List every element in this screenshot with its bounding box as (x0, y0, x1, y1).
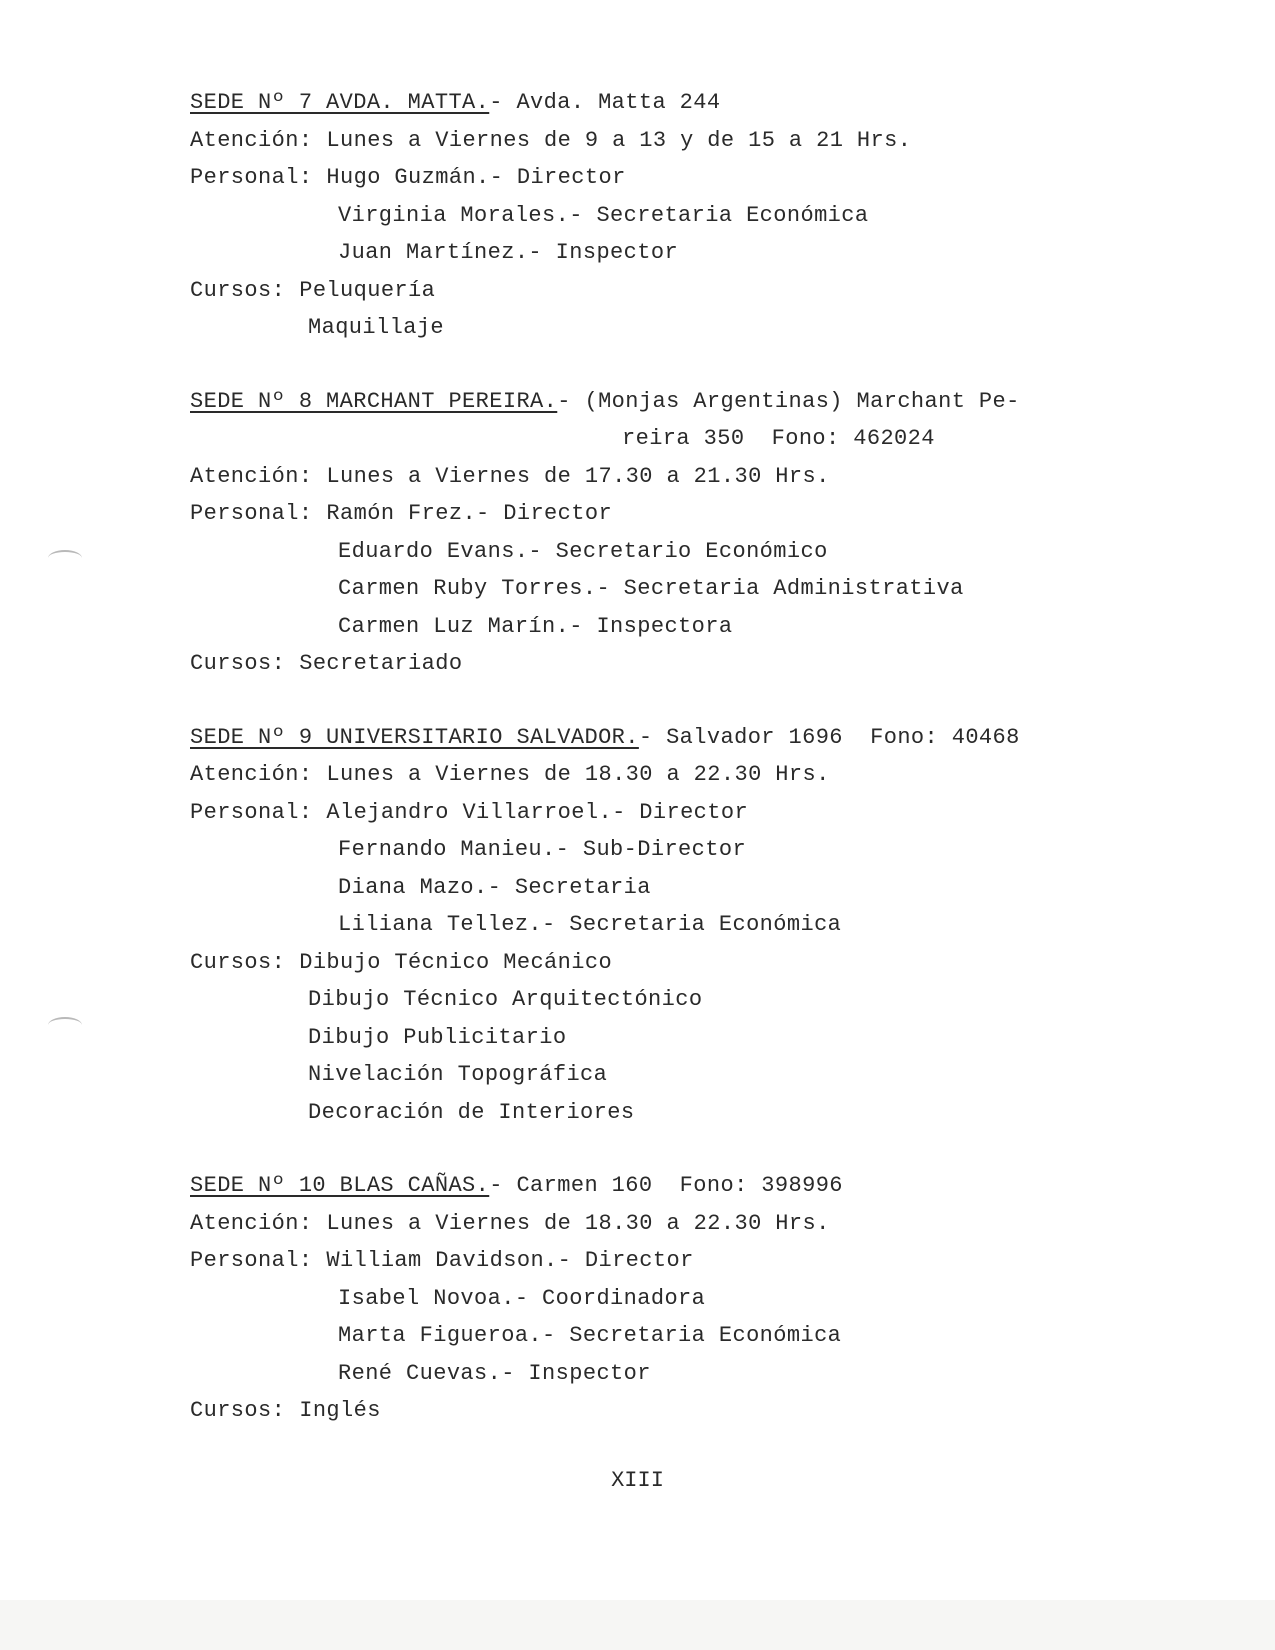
sede-address: - Salvador 1696 Fono: 40468 (638, 724, 1020, 750)
staff-line (190, 608, 1020, 646)
staff-label: Personal: (190, 501, 313, 526)
staff-line (190, 533, 1020, 571)
section-gap (190, 347, 1020, 383)
staff-member: Liliana Tellez.- Secretaria Económica (338, 912, 842, 937)
attention-label: Atención: (190, 762, 313, 787)
course-line (190, 1019, 1020, 1057)
sede-block (190, 84, 1020, 347)
attention-label: Atención: (190, 1210, 313, 1236)
section-gap (190, 683, 1020, 719)
attention-hours: Lunes a Viernes de 17.30 a 21.30 Hrs. (326, 463, 830, 489)
attention-hours: Lunes a Viernes de 18.30 a 22.30 Hrs. (326, 762, 830, 787)
course-item: Maquillaje (308, 315, 445, 340)
sede-heading-line (190, 719, 1020, 757)
staff-member: Ramón Frez.- Director (326, 501, 613, 526)
staff-line (190, 1317, 1020, 1355)
staff-label: Personal: (190, 165, 313, 190)
course-item: Dibujo Técnico Arquitectónico (308, 987, 703, 1012)
course-line (190, 1056, 1020, 1094)
sede-heading: SEDE Nº 9 UNIVERSITARIO SALVADOR. (190, 724, 639, 750)
staff-member: Juan Martínez.- Inspector (338, 240, 679, 265)
staff-member: Marta Figueroa.- Secretaria Económica (338, 1323, 842, 1348)
attention-hours: Lunes a Viernes de 9 a 13 y de 15 a 21 Hrs. (326, 127, 912, 153)
course-line (190, 272, 1020, 310)
section-gap (190, 1131, 1020, 1167)
course-item: Peluquería (299, 277, 436, 303)
staff-line (190, 234, 1020, 272)
staff-member: Hugo Guzmán.- Director (326, 165, 626, 190)
punch-hole-mark (48, 550, 82, 566)
staff-line (190, 831, 1020, 869)
attention-line (190, 458, 1020, 496)
staff-line (190, 906, 1020, 944)
attention-hours: Lunes a Viernes de 18.30 a 22.30 Hrs. (326, 1210, 830, 1236)
staff-member: Carmen Ruby Torres.- Secretaria Administrativa (338, 576, 964, 601)
sede-heading: SEDE Nº 8 MARCHANT PEREIRA. (190, 388, 558, 414)
sede-heading-line (190, 84, 1020, 122)
staff-line (190, 1242, 1020, 1280)
staff-member: William Davidson.- Director (326, 1248, 694, 1273)
staff-line (190, 869, 1020, 907)
staff-line (190, 197, 1020, 235)
course-item: Secretariado (299, 651, 463, 676)
staff-member: Eduardo Evans.- Secretario Económico (338, 538, 828, 564)
staff-line (190, 1355, 1020, 1393)
staff-member: Diana Mazo.- Secretaria (338, 874, 651, 900)
courses-label: Cursos: (190, 1398, 286, 1423)
course-line (190, 645, 1020, 683)
course-line (190, 981, 1020, 1019)
course-line (190, 944, 1020, 982)
course-line (190, 1392, 1020, 1430)
attention-line (190, 122, 1020, 160)
staff-member: Carmen Luz Marín.- Inspectora (338, 613, 733, 639)
punch-hole-mark (48, 1017, 82, 1033)
courses-label: Cursos: (190, 277, 286, 303)
attention-label: Atención: (190, 127, 313, 153)
sede-heading-line (190, 383, 1020, 421)
staff-line (190, 570, 1020, 608)
course-item: Nivelación Topográfica (308, 1062, 608, 1087)
sede-address: - (Monjas Argentinas) Marchant Pe- (557, 388, 1020, 414)
course-item: Inglés (299, 1398, 381, 1423)
page-bottom-margin (0, 1600, 1275, 1650)
sede-heading: SEDE Nº 7 AVDA. MATTA. (190, 90, 490, 115)
staff-label: Personal: (190, 1248, 313, 1273)
courses-label: Cursos: (190, 949, 286, 975)
staff-member: Isabel Novoa.- Coordinadora (338, 1285, 706, 1311)
staff-line (190, 1280, 1020, 1318)
attention-line (190, 756, 1020, 794)
staff-member: Alejandro Villarroel.- Director (326, 799, 749, 825)
staff-line (190, 495, 1020, 533)
sede-address: - Avda. Matta 244 (489, 90, 721, 115)
attention-label: Atención: (190, 463, 313, 489)
sede-address-continuation: reira 350 Fono: 462024 (622, 426, 935, 451)
course-item: Dibujo Técnico Mecánico (299, 949, 613, 975)
sede-heading: SEDE Nº 10 BLAS CAÑAS. (190, 1173, 490, 1198)
course-line (190, 309, 1020, 347)
courses-label: Cursos: (190, 651, 286, 676)
document-body (190, 84, 1020, 1430)
attention-line (190, 1205, 1020, 1243)
sede-heading-line (190, 1167, 1020, 1205)
page-number: XIII (611, 1468, 664, 1493)
staff-line (190, 159, 1020, 197)
course-line (190, 1094, 1020, 1132)
course-item: Decoración de Interiores (308, 1099, 635, 1125)
sede-address: - Carmen 160 Fono: 398996 (489, 1173, 843, 1198)
staff-member: René Cuevas.- Inspector (338, 1360, 651, 1386)
course-item: Dibujo Publicitario (308, 1024, 567, 1050)
sede-block (190, 383, 1020, 683)
staff-label: Personal: (190, 799, 313, 825)
sede-block (190, 719, 1020, 1132)
staff-member: Fernando Manieu.- Sub-Director (338, 837, 747, 862)
staff-line (190, 794, 1020, 832)
sede-block (190, 1167, 1020, 1430)
staff-member: Virginia Morales.- Secretaria Económica (338, 202, 869, 228)
